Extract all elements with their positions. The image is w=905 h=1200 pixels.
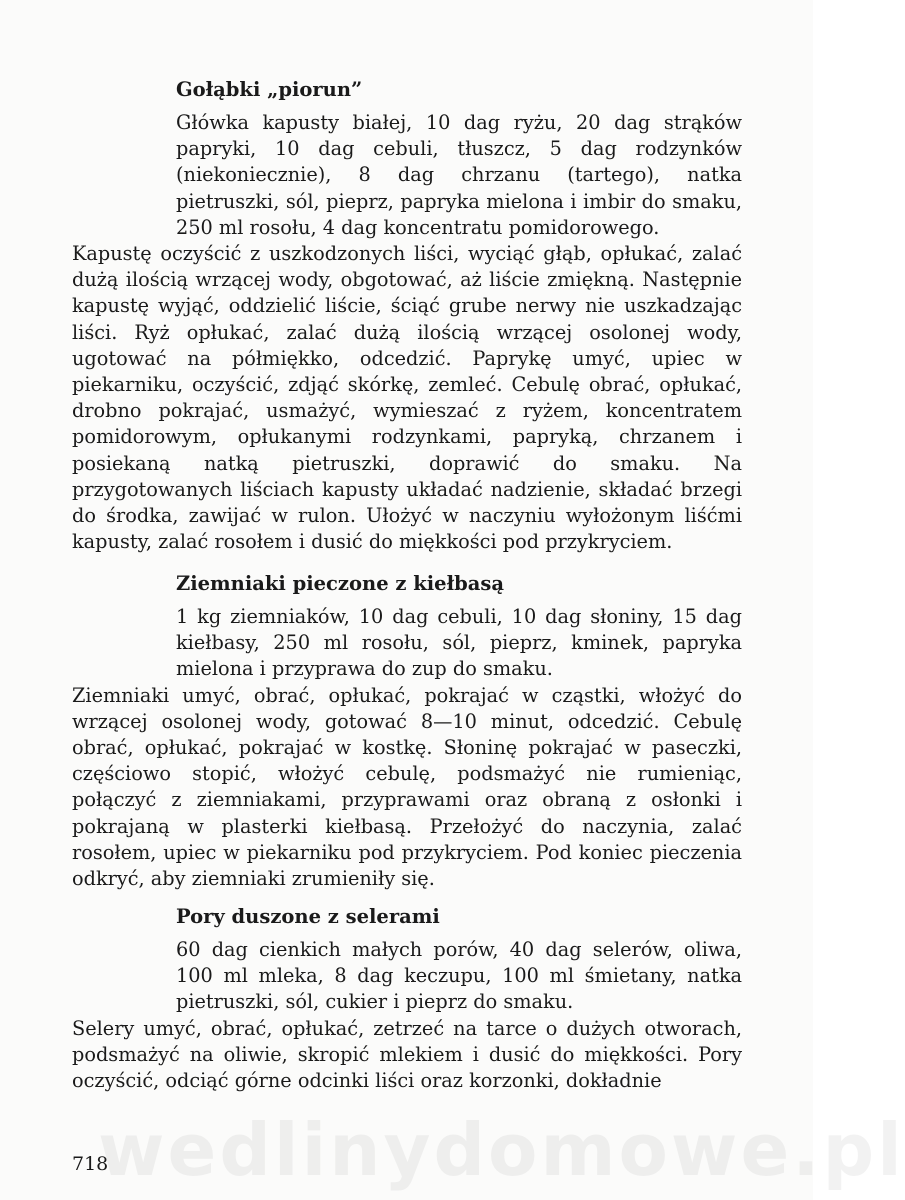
recipe-title: Pory duszone z selerami xyxy=(176,905,440,928)
recipe-golabki xyxy=(72,76,742,555)
recipe-ingredients: Główka kapusty białej, 10 dag ryżu, 20 dag strąków papryki, 10 dag cebuli, tłuszcz, 5 dag rodzynków (niekoniecznie), 8 dag chrzanu (tartego), natka pietruszki, sól, pieprz, papryka mielona i imbir do smaku, 250 ml rosołu, 4 dag koncentratu pomidorowego. xyxy=(176,111,742,239)
recipe-ingredients: 1 kg ziemniaków, 10 dag cebuli, 10 dag słoniny, 15 dag kiełbasy, 250 ml rosołu, sól, pieprz, kminek, papryka mielona i przyprawa do zup do smaku. xyxy=(176,605,742,681)
recipe-method: Ziemniaki umyć, obrać, opłukać, pokrajać w cząstki, włożyć do wrzącej osolonej wody, gotować 8—10 minut, odcedzić. Cebulę obrać, opłukać, pokrajać w kostkę. Słoninę pokrajać w paseczki, częściowo stopić, włożyć cebulę, podsmażyć nie rumieniąc, połączyć z ziemniakami, przyprawami oraz obraną z osłonki i pokrajaną w plasterki kiełbasą. Przełożyć do naczynia, zalać rosołem, upiec w piekarniku pod przykryciem. Pod koniec pieczenia odkryć, aby ziemniaki zrumieniły się. xyxy=(72,683,742,891)
recipe-pory xyxy=(72,903,742,1094)
recipe-title: Gołąbki „piorun” xyxy=(176,78,363,101)
recipe-ingredients: 60 dag cienkich małych porów, 40 dag selerów, oliwa, 100 ml mleka, 8 dag keczupu, 100 ml śmietany, natka pietruszki, sól, cukier i pieprz do smaku. xyxy=(176,938,742,1014)
recipe-ziemniaki xyxy=(72,570,742,892)
watermark: wedlinydomowe.pl xyxy=(98,1108,905,1192)
recipe-title: Ziemniaki pieczone z kiełbasą xyxy=(176,572,504,595)
recipe-method: Selery umyć, obrać, opłukać, zetrzeć na tarce o dużych otworach, podsmażyć na oliwie, skropić mlekiem i dusić do miękkości. Pory oczyścić, odciąć górne odcinki liści oraz korzonki, dokładnie xyxy=(72,1016,742,1093)
recipe-method: Kapustę oczyścić z uszkodzonych liści, wyciąć głąb, opłukać, zalać dużą ilością wrzącej wody, obgotować, aż liście zmiękną. Następnie kapustę wyjąć, oddzielić liście, ściąć grube nerwy nie uszkadzając liści. Ryż opłukać, zalać dużą ilością wrzącej osolonej wody, ugotować na półmiękko, odcedzić. Paprykę umyć, upiec w piekarniku, oczyścić, zdjąć skórkę, zemleć. Cebulę obrać, opłukać, drobno pokrajać, usmażyć, wymieszać z ryżem, koncentratem pomidorowym, opłukanymi rodzynkami, papryką, chrzanem i posiekaną natką pietruszki, doprawić do smaku. Na przygotowanych liściach kapusty układać nadzienie, składać brzegi do środka, zawijać w rulon. Ułożyć w naczyniu wyłożonym liśćmi kapusty, zalać rosołem i dusić do miękkości pod przykryciem. xyxy=(72,242,742,554)
page-number: 718 xyxy=(72,1153,109,1175)
